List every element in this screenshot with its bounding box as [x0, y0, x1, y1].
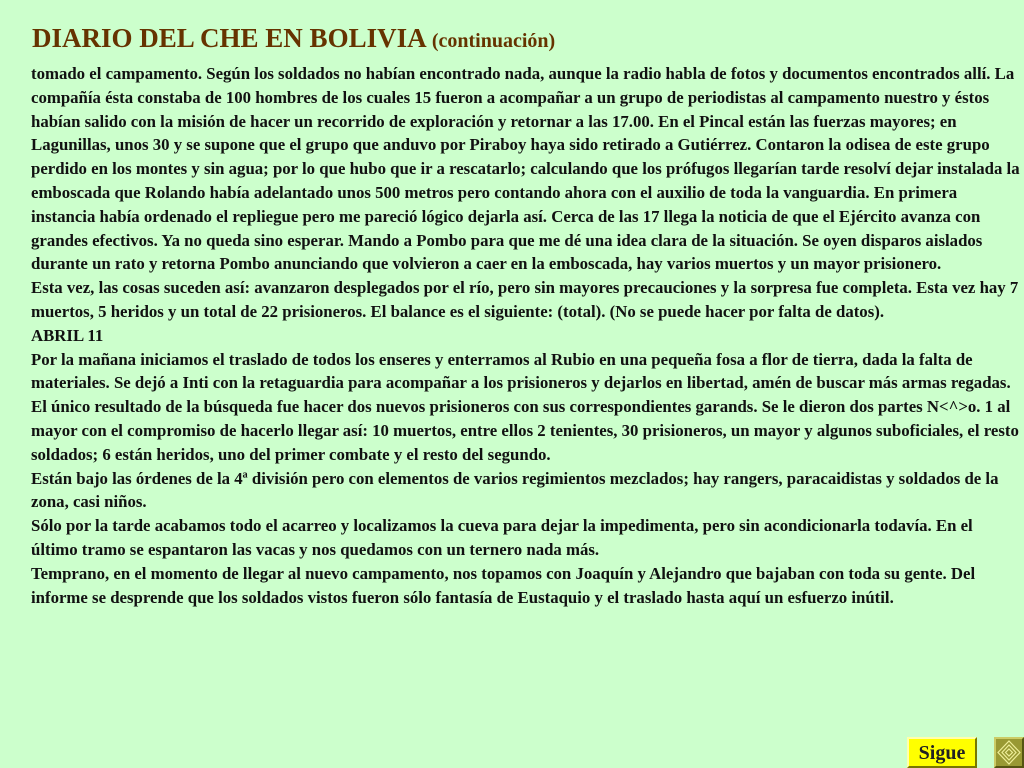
paragraph: Por la mañana iniciamos el traslado de todos los enseres y enterramos al Rubio en una pequeña fosa a flor de tierra, dada la falta de materiales. Se dejó a Inti con la retaguardia para acompañar a los prisioneros y dejarlos en libertad, amén de buscar más armas regadas. El único resultado de la búsqueda fue hacer dos nuevos prisioneros con sus correspondientes garands. Se le dieron dos partes N<^>o. 1 al mayor con el compromiso de hacerlo llegar así: 10 muertos, entre ellos 2 tenientes, 30 prisioneros, un mayor y algunos suboficiales, el resto soldados; 6 están heridos, uno del primer combate y el resto del segundo. — [31, 349, 1019, 464]
diary-text — [31, 62, 1021, 609]
paragraph: Temprano, en el momento de llegar al nuevo campamento, nos topamos con Joaquín y Alejandro que bajaban con toda su gente. Del informe se desprende que los soldados vistos fueron sólo fantasía de Eustaquio y el traslado hasta aquí un esfuerzo inútil. — [31, 563, 976, 607]
date-heading: ABRIL 11 — [31, 325, 104, 345]
paragraph: Esta vez, las cosas suceden así: avanzaron desplegados por el río, pero sin mayores precauciones y la sorpresa fue completa. Esta vez hay 7 muertos, 5 heridos y un total de 22 prisioneros. El balance es el siguiente: (total). (No se puede hacer por falta de datos). — [31, 278, 1019, 321]
paragraph: Están bajo las órdenes de la 4ª división pero con elementos de varios regimientos mezclados; hay rangers, paracaidistas y soldados de la zona, casi niños. — [31, 468, 999, 512]
title-main: DIARIO DEL CHE EN BOLIVIA — [32, 23, 426, 53]
page-title — [32, 22, 555, 57]
paragraph: Sólo por la tarde acabamos todo el acarreo y localizamos la cueva para dejar la impedimenta, pero sin acondicionarla todavía. En el último tramo se espantaron las vacas y nos quedamos con un ternero nada más. — [31, 516, 973, 559]
nav-pattern-icon — [996, 739, 1022, 766]
nav-pattern-button[interactable] — [994, 737, 1024, 768]
title-subtitle: (continuación) — [431, 30, 556, 52]
next-button[interactable]: Sigue — [907, 737, 977, 768]
paragraph: tomado el campamento. Según los soldados no habían encontrado nada, aunque la radio habla de fotos y documentos encontrados allí. La compañía ésta constaba de 100 hombres de los cuales 15 fueron a acompañar a un grupo de periodistas al campamento nuestro y éstos habían salido con la misión de hacer un recorrido de exploración y retornar a las 17.00. En el Pincal están las fuerzas mayores; en Lagunillas, unos 30 y se supone que el grupo que anduvo por Piraboy haya sido retirado a Gutiérrez. Contaron la odisea de este grupo perdido en los montes y sin agua; por lo que hubo que ir a rescatarlo; calculando que los prófugos llegarían tarde resolví dejar instalada la emboscada que Rolando había adelantado unos 500 metros pero contando ahora con el auxilio de toda la vanguardia. En primera instancia había ordenado el repliegue pero me pareció lógico dejarla así. Cerca de las 17 llega la noticia de que el Ejército avanza con grandes efectivos. Ya no queda sino esperar. Mando a Pombo para que me dé una idea clara de la situación. Se oyen disparos aislados durante un rato y retorna Pombo anunciando que volvieron a caer en la emboscada, hay varios muertos y un mayor prisionero. — [31, 64, 1020, 274]
